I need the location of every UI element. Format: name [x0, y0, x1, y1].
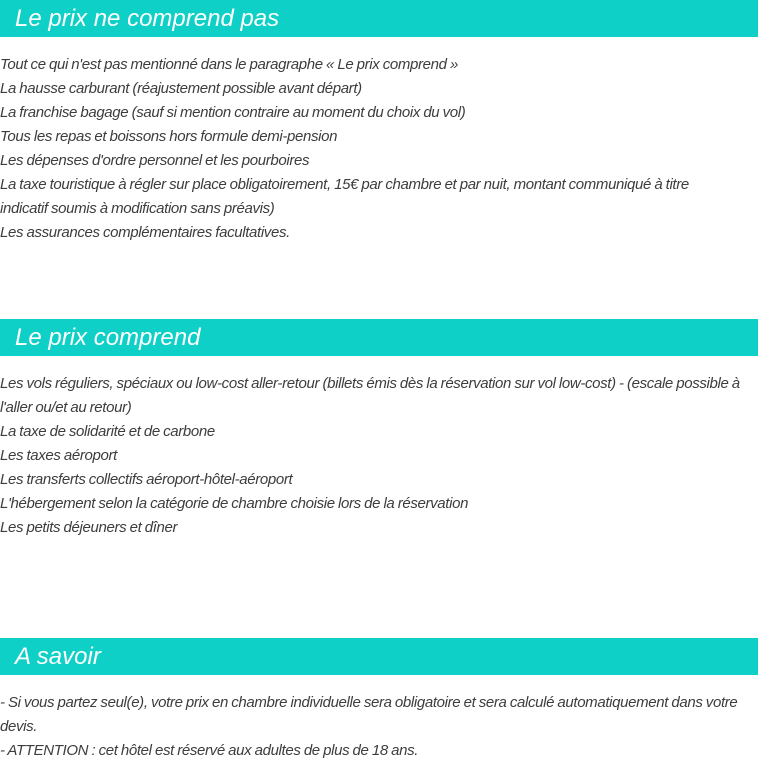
list-item: Les dépenses d'ordre personnel et les pourboires — [0, 152, 310, 169]
section-title: Le prix ne comprend pas — [0, 0, 758, 37]
list-item: - Si vous partez seul(e), votre prix en chambre individuelle sera obligatoire et sera calculé automatiquement dans votre — [0, 694, 738, 711]
section-title: A savoir — [0, 638, 758, 675]
list-item: Les transferts collectifs aéroport-hôtel-aéroport — [0, 471, 293, 488]
section-body — [0, 691, 758, 763]
section-body — [0, 53, 758, 245]
list-item: La taxe touristique à régler sur place obligatoirement, 15€ par chambre et par nuit, montant communiqué à titre — [0, 176, 689, 193]
list-item: Les assurances complémentaires facultatives. — [0, 224, 290, 241]
list-item: La taxe de solidarité et de carbone — [0, 423, 215, 440]
list-item: - ATTENTION : cet hôtel est réservé aux adultes de plus de 18 ans. — [0, 742, 419, 759]
section-not-included — [0, 0, 758, 245]
list-item: L'hébergement selon la catégorie de chambre choisie lors de la réservation — [0, 495, 469, 512]
list-item: indicatif soumis à modification sans préavis) — [0, 200, 275, 217]
section-title: Le prix comprend — [0, 319, 758, 356]
list-item: Tout ce qui n'est pas mentionné dans le paragraphe « Le prix comprend » — [0, 56, 458, 73]
list-item: Les taxes aéroport — [0, 447, 117, 464]
list-item: Tous les repas et boissons hors formule demi-pension — [0, 128, 338, 145]
list-item: Les vols réguliers, spéciaux ou low-cost aller-retour (billets émis dès la réservation sur vol low-cost) - (escale possible à — [0, 375, 740, 392]
list-item: La franchise bagage (sauf si mention contraire au moment du choix du vol) — [0, 104, 466, 121]
list-item: Les petits déjeuners et dîner — [0, 519, 178, 536]
section-good-to-know — [0, 638, 758, 763]
list-item: La hausse carburant (réajustement possible avant départ) — [0, 80, 362, 97]
section-body — [0, 372, 758, 540]
list-item: devis. — [0, 718, 38, 735]
list-item: l'aller ou/et au retour) — [0, 399, 132, 416]
section-included — [0, 319, 758, 540]
